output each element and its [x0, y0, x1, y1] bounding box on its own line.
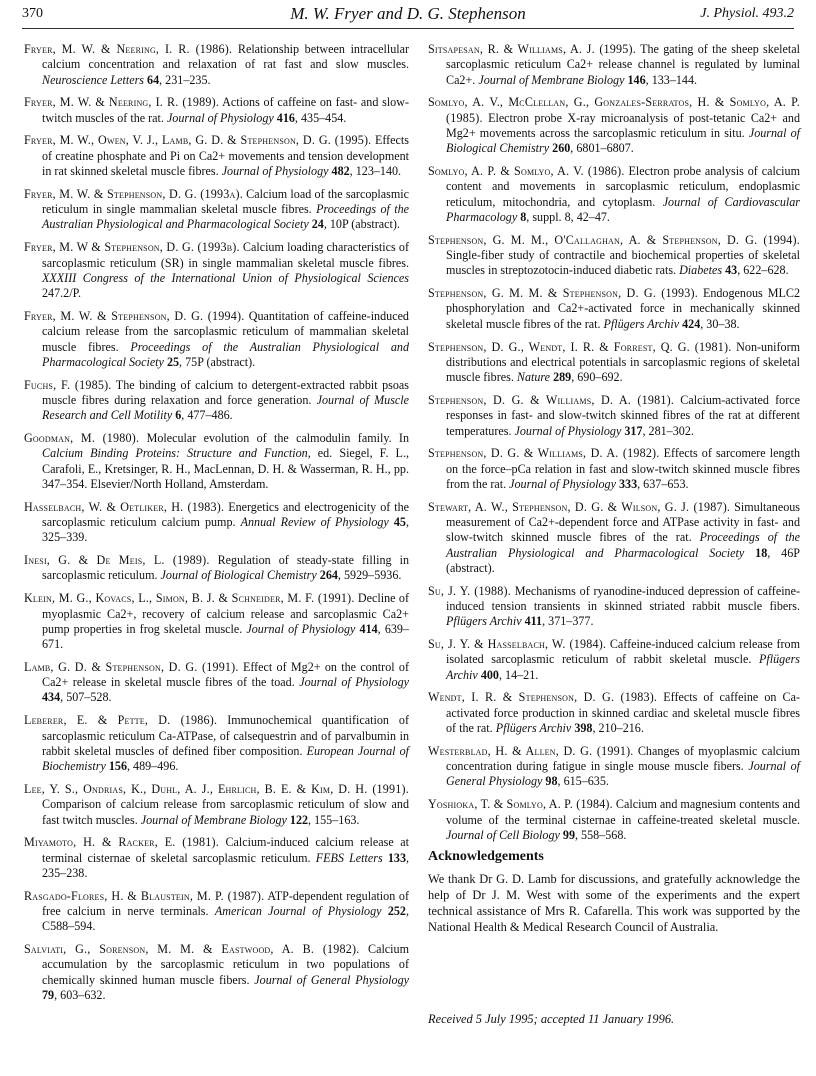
reference-volume: 260 [552, 141, 571, 156]
reference-volume: 416 [276, 110, 295, 125]
reference-item [24, 713, 409, 774]
reference-authors: Fryer, M. W. & Stephenson, D. G. (1993a). [24, 186, 243, 201]
reference-pages: , 155–163. [308, 812, 360, 827]
reference-journal: Journal of Biological Chemistry [446, 125, 800, 156]
reference-item [428, 446, 800, 492]
reference-journal: Nature [516, 370, 551, 385]
reference-item [24, 942, 409, 1003]
reference-volume: 18 [755, 545, 768, 560]
reference-pages: , 639–671. [42, 621, 410, 652]
reference-volume: 24 [311, 217, 324, 232]
reference-authors: Sitsapesan, R. & Williams, A. J. (1995). [428, 42, 636, 56]
reference-pages: , 435–454. [294, 110, 347, 125]
reference-journal: Pflügers Archiv [495, 721, 572, 736]
reference-pages: , 133–144. [645, 72, 698, 87]
reference-authors: Fryer, M. W. & Neering, I. R. (1986). [24, 42, 233, 56]
reference-journal: Journal of Physiology [166, 110, 274, 125]
reference-volume: 289 [553, 370, 572, 385]
reference-title: Calcium-activated force responses in fast- and slow-twitch skinned fibres of the rat at different temperatures. [446, 392, 800, 438]
reference-volume: 156 [108, 759, 127, 774]
reference-authors: Fryer, M. W., Owen, V. J., Lamb, G. D. & Stephenson, D. G. (1995). [24, 133, 372, 148]
reference-item [24, 95, 409, 126]
reference-item [24, 431, 409, 492]
running-head-authors: M. W. Fryer and D. G. Stephenson [290, 4, 526, 23]
reference-pages: , 281–302. [642, 423, 694, 438]
reference-volume: 133 [387, 850, 406, 865]
reference-authors: Stephenson, G. M. M. & Stephenson, D. G. (1993). [428, 286, 698, 301]
reference-item [24, 835, 409, 881]
reference-volume: 434 [42, 690, 61, 705]
reference-volume: 43 [725, 263, 738, 278]
reference-journal: Proceedings of the Australian Physiological and Pharmacological Society [42, 202, 409, 232]
reference-pages: , 558–568. [575, 827, 627, 842]
reference-volume: 333 [618, 476, 638, 491]
reference-journal: Journal of Physiology [221, 164, 329, 179]
references-right-column [428, 42, 800, 851]
references-left-column [24, 42, 409, 1011]
reference-volume: 45 [393, 515, 406, 530]
reference-authors: Wendt, I. R. & Stephenson, D. G. (1983). [428, 690, 658, 705]
reference-journal: FEBS Letters [315, 850, 383, 865]
reference-journal: Journal of Cardiovascular Pharmacology [446, 194, 800, 224]
reference-journal: Journal of Physiology [246, 621, 356, 636]
reference-title: Molecular evolution of the calmodulin family. In [139, 431, 409, 446]
reference-title: Actions of caffeine on fast- and slow-twitch muscles of the rat. [42, 95, 409, 125]
reference-volume: 398 [574, 721, 593, 736]
reference-authors: Lee, Y. S., Ondrias, K., Duhl, A. J., Ehrlich, B. E. & Kim, D. H. (1991). [24, 781, 409, 796]
reference-journal: Neuroscience Letters [42, 72, 144, 87]
reference-pages: , 14–21. [498, 667, 539, 682]
reference-pages: , 637–653. [637, 476, 689, 491]
acknowledgements-heading: Acknowledgements [428, 849, 544, 864]
reference-pages: , 477–486. [181, 408, 233, 423]
reference-journal: Journal of General Physiology [254, 972, 409, 987]
reference-title: Regulation of steady-state filling in sarcoplasmic reticulum. [42, 553, 409, 583]
reference-title: The gating of the sheep skeletal sarcoplasmic reticulum Ca2+ release channel is regulated by luminal Ca2+. [446, 42, 800, 87]
reference-title: Simultaneous measurement of Ca2+-dependent force and ATPase activity in fast- and slow-twitch skinned muscle fibres of the rat. [446, 499, 800, 545]
acknowledgements-section [428, 849, 800, 935]
reference-title: Immunochemical quantification of sarcoplasmic reticulum Ca-ATPase, of calsequestrin and of parvalbumin in rabbit skeletal muscles of defined fiber composition. [42, 713, 409, 758]
reference-authors: Stephenson, D. G., Wendt, I. R. & Forrest, Q. G. (1981). [428, 339, 732, 354]
reference-title: Calcium accumulation by the sarcoplasmic reticulum in two populations of chemically skinned human muscle fibers. [42, 942, 409, 987]
acknowledgements-text: We thank Dr G. D. Lamb for discussions, and gratefully acknowledge the help of Dr J. M. West with some of the experiments and the expert technical assistance of Mrs R. Cafarella. This work was supported by the National Health & Medical Research Council of Australia. [428, 872, 800, 934]
reference-item [24, 133, 409, 179]
reference-pages: , 10P (abstract). [323, 217, 400, 232]
reference-volume: 8 [520, 209, 527, 224]
reference-volume: 25 [166, 354, 180, 369]
reference-volume: 424 [682, 316, 701, 331]
reference-authors: Somlyo, A. P. & Somlyo, A. V. (1986). [428, 164, 625, 179]
reference-journal: Journal of Biological Chemistry [160, 568, 317, 583]
reference-title: Changes of myoplasmic calcium concentration during fatigue in single mouse muscle fibers. [446, 743, 800, 774]
reference-pages: , 30–38. [700, 316, 740, 331]
reference-pages: , ed. Siegel, F. L., Carafoli, E., Kretsinger, R. H., MacLennan, D. H. & Wasserman, R. H., pp. 347–354. Elsevier/North Holland, Amsterdam. [42, 446, 409, 491]
reference-title: Endogenous MLC2 phosphorylation and Ca2+-activated force in mechanically skinned skeletal muscle fibres of the rat. [446, 286, 800, 331]
reference-authors: Klein, M. G., Kovacs, L., Simon, B. J. & Schneider, M. F. (1991). [24, 591, 355, 606]
reference-authors: Fryer, M. W. & Neering, I. R. (1989). [24, 95, 220, 110]
reference-authors: Fryer, M. W & Stephenson, D. G. (1993b). [24, 240, 240, 255]
reference-authors: Salviati, G., Sorenson, M. M. & Eastwood, A. B. (1982). [24, 942, 360, 957]
page-number: 370 [22, 6, 43, 21]
reference-pages: , 231–235. [159, 72, 211, 87]
page-header [0, 4, 816, 26]
reference-journal: Pflügers Archiv [446, 614, 522, 629]
reference-pages: , 5929–5936. [337, 568, 402, 583]
reference-item [24, 187, 409, 233]
reference-volume: 414 [359, 621, 378, 636]
reference-title: Quantitation of caffeine-induced calcium release from the sarcoplasmic reticulum of mammalian skeletal muscle fibres. [42, 308, 409, 354]
reference-item [428, 164, 800, 225]
reference-volume: 6 [175, 408, 182, 423]
reference-item [24, 500, 409, 546]
reference-authors: Miyamoto, H. & Racker, E. (1981). [24, 835, 219, 850]
reference-title: Decline of myoplasmic Ca2+, recovery of calcium release and sarcoplasmic Ca2+ pump properties in frog skeletal muscle. [42, 591, 409, 636]
reference-journal: Journal of Muscle Research and Cell Motility [42, 392, 409, 423]
reference-volume: 79 [42, 988, 55, 1003]
reference-volume: 122 [289, 812, 309, 827]
reference-pages: , 235–238. [42, 850, 410, 880]
reference-authors: Hasselbach, W. & Oetliker, H. (1983). [24, 499, 225, 514]
reference-journal: Proceedings of the Australian Physiological and Pharmacological Society [42, 339, 409, 369]
reference-title: Electron probe analysis of calcium content and movements in sarcoplasmic reticulum, endoplasmic reticulum, mitochondria, and cytoplasm. [446, 164, 800, 209]
reference-pages: , 603–632. [54, 988, 106, 1003]
reference-volume: 317 [624, 423, 643, 438]
reference-title: Mechanisms of ryanodine-induced depression of caffeine-induced tension transients in skinned striated rabbit muscle fibers. [446, 583, 800, 613]
reference-item [428, 95, 800, 156]
reference-item [24, 782, 409, 828]
reference-item [24, 378, 409, 424]
reference-journal: Pflügers Archiv [603, 316, 680, 331]
reference-pages: , 210–216. [592, 721, 644, 736]
reference-volume: 482 [331, 164, 350, 179]
reference-authors: Yoshioka, T. & Somlyo, A. P. (1984). [428, 797, 613, 812]
reference-volume: 252 [387, 904, 406, 919]
reference-journal: Diabetes [679, 263, 723, 278]
reference-title: Comparison of calcium release from sarcoplasmic reticulum of slow and fast twitch muscles. [42, 797, 409, 827]
reference-item [428, 584, 800, 630]
reference-pages: , C588–594. [42, 904, 409, 934]
reference-title: Calcium-induced calcium release at terminal cisternae of skeletal sarcoplasmic reticulum. [42, 835, 410, 865]
received-dates: Received 5 July 1995; accepted 11 January 1996. [428, 1012, 675, 1026]
reference-item [428, 500, 800, 576]
reference-journal: American Journal of Physiology [214, 904, 382, 919]
reference-item [24, 591, 409, 652]
reference-item [24, 240, 409, 301]
reference-pages: , 615–635. [557, 774, 609, 789]
reference-journal: Journal of General Physiology [446, 759, 800, 789]
reference-authors: Somlyo, A. V., McClellan, G., Gonzales-Serratos, H. & Somlyo, A. P. (1985). [428, 95, 800, 125]
reference-pages: , 75P (abstract). [179, 354, 256, 369]
reference-journal: Calcium Binding Proteins: Structure and Function [42, 446, 308, 461]
reference-item [428, 233, 800, 279]
reference-item [24, 889, 409, 935]
reference-volume: 400 [480, 667, 499, 682]
reference-journal: Journal of Membrane Biology [478, 72, 625, 87]
reference-pages: 247.2/P. [42, 286, 81, 301]
header-rule [22, 28, 794, 29]
reference-title: Calcium and magnesium contents and volume of the terminal cisternae in caffeine-treated skeletal muscle. [446, 797, 801, 827]
reference-pages: , 507–528. [60, 690, 112, 705]
reference-authors: Stewart, A. W., Stephenson, D. G. & Wilson, G. J. (1987). [428, 499, 731, 514]
reference-item [428, 690, 800, 736]
reference-item [24, 660, 409, 706]
reference-journal: Proceedings of the Australian Physiological and Pharmacological Society [446, 530, 801, 560]
running-head-journal: J. Physiol. 493.2 [700, 6, 794, 21]
reference-title: Effect of Mg2+ on the control of Ca2+ release in skeletal muscle fibres of the toad. [42, 659, 409, 690]
reference-item [428, 744, 800, 790]
reference-volume: 98 [545, 774, 558, 789]
reference-journal: Journal of Membrane Biology [140, 812, 287, 827]
reference-pages: , 325–339. [42, 515, 409, 545]
reference-title: Effects of caffeine on Ca-activated force production in skinned cardiac and skeletal muscle fibres of the rat. [446, 690, 800, 736]
reference-journal: Journal of Physiology [514, 423, 622, 438]
reference-volume: 146 [627, 72, 646, 87]
reference-authors: Rasgado-Flores, H. & Blaustein, M. P. (1987). [24, 888, 265, 903]
reference-authors: Su, J. Y. (1988). [428, 583, 511, 598]
reference-pages: , suppl. 8, 42–47. [526, 209, 610, 224]
reference-journal: European Journal of Biochemistry [42, 743, 409, 774]
reference-journal: Journal of Physiology [509, 476, 616, 491]
reference-authors: Stephenson, D. G. & Williams, D. A. (1982). [428, 446, 660, 461]
reference-title: Calcium load of the sarcoplasmic reticulum in single mammalian skeletal muscle fibres. [42, 186, 409, 217]
reference-item [428, 637, 800, 683]
reference-journal: Pflügers Archiv [446, 652, 800, 682]
reference-item [428, 340, 800, 386]
reference-title: Single-fiber study of contractile and biochemical properties of skeletal muscles in streptozotocin-induced diabetic rats. [446, 248, 800, 278]
reference-item [24, 309, 409, 370]
reference-title: Effects of sarcomere length on the force–pCa relation in fast and slow-twitch skinned muscle fibres from the rat. [446, 446, 800, 491]
reference-authors: Fryer, M. W. & Stephenson, D. G. (1994). [24, 308, 245, 323]
reference-volume: 99 [562, 827, 575, 842]
reference-journal: Journal of Physiology [299, 675, 409, 690]
reference-item [428, 42, 800, 88]
reference-title: Calcium loading characteristics of sarcoplasmic reticulum (SR) in single mammalian skeletal muscle fibres. [42, 240, 409, 270]
reference-authors: Westerblad, H. & Allen, D. G. (1991). [428, 743, 634, 758]
reference-journal: Annual Review of Physiology [240, 515, 389, 530]
reference-volume: 264 [319, 568, 338, 583]
reference-volume: 411 [524, 614, 543, 629]
reference-authors: Inesi, G. & De Meis, L. (1989). [24, 553, 210, 568]
reference-title: Energetics and electrogenicity of the sarcoplasmic reticulum calcium pump. [42, 499, 409, 530]
reference-pages: , 6801–6807. [570, 141, 634, 156]
reference-authors: Stephenson, D. G. & Williams, D. A. (1981). [428, 392, 675, 407]
reference-item [428, 393, 800, 439]
reference-pages: , 622–628. [737, 263, 789, 278]
reference-pages: , 371–377. [542, 614, 594, 629]
reference-title: Caffeine-induced calcium release from isolated sarcoplasmic reticulum of rabbit skeletal muscle. [446, 637, 800, 667]
reference-authors: Fuchs, F. (1985). [24, 377, 112, 392]
reference-title: Effects of creatine phosphate and Pi on Ca2+ movements and tension development in rat skinned skeletal muscle fibres. [42, 133, 409, 179]
reference-authors: Lamb, G. D. & Stephenson, D. G. (1991). [24, 659, 239, 674]
reference-item [24, 553, 409, 584]
reference-volume: 64 [147, 72, 160, 87]
reference-title: Electron probe X-ray microanalysis of post-tetanic Ca2+ and Mg2+ movements across the sarcoplasmic reticulum in situ. [446, 110, 800, 140]
reference-item [24, 42, 409, 88]
reference-title: Relationship between intracellular calcium concentration and relaxation of rat fast and slow muscles. [42, 42, 409, 72]
reference-item [428, 286, 800, 332]
reference-pages: , 123–140. [349, 164, 402, 179]
reference-journal: Journal of Cell Biology [446, 827, 560, 842]
reference-authors: Leberer, E. & Pette, D. (1986). [24, 713, 218, 728]
reference-title: ATP-dependent regulation of free calcium in nerve terminals. [42, 888, 409, 919]
reference-title: The binding of calcium to detergent-extracted rabbit psoas muscle fibres during relaxation and force generation. [42, 377, 409, 407]
reference-title: Non-uniform distributions and electrical potentials in sarcoplasmic regions of skeletal muscle fibres. [446, 339, 801, 385]
reference-authors: Stephenson, G. M. M., O'Callaghan, A. & Stephenson, D. G. (1994). [428, 232, 800, 247]
reference-authors: Goodman, M. (1980). [24, 431, 140, 446]
reference-journal: XXXIII Congress of the International Union of Physiological Sciences [42, 270, 409, 285]
reference-item [428, 797, 800, 843]
reference-authors: Su, J. Y. & Hasselbach, W. (1984). [428, 637, 607, 652]
reference-pages: , 489–496. [126, 759, 179, 774]
reference-pages: , 46P (abstract). [446, 545, 800, 575]
reference-pages: , 690–692. [571, 370, 623, 385]
